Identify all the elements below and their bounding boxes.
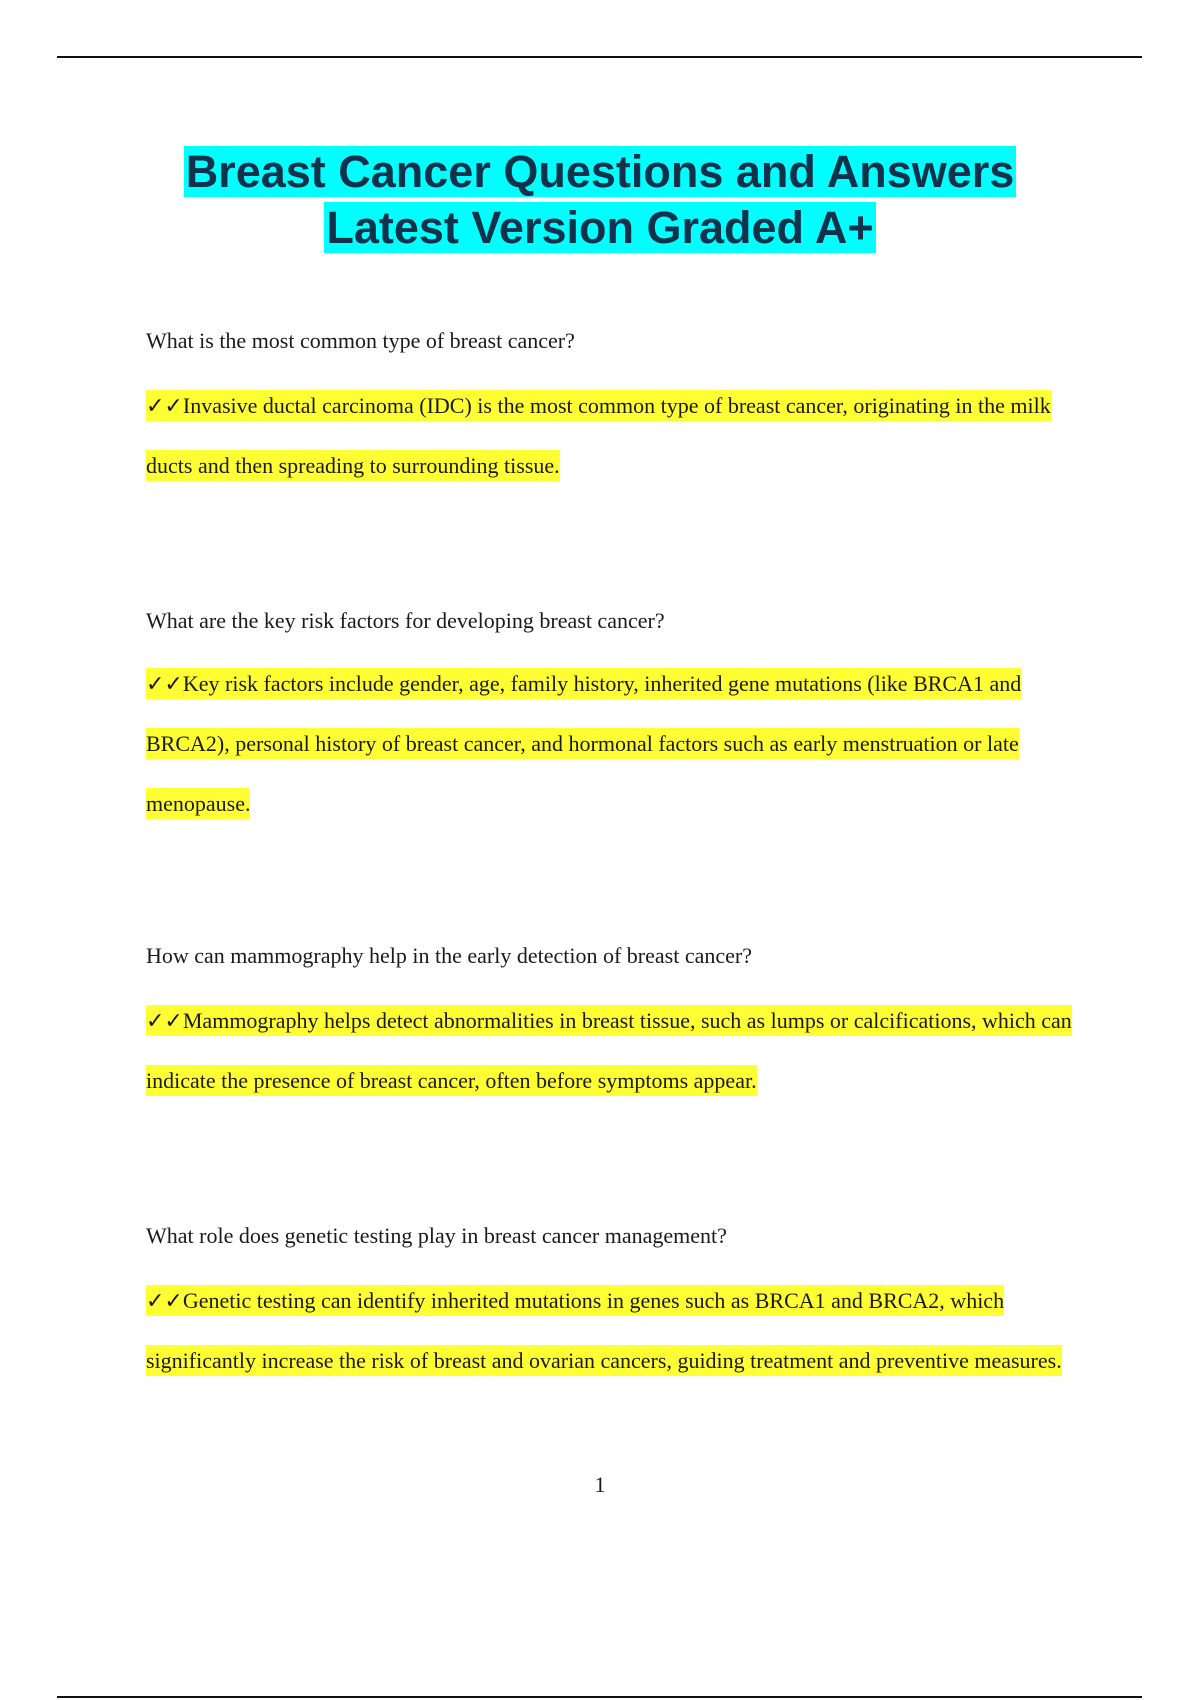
answer-body: Invasive ductal carcinoma (IDC) is the most common type of breast cancer, originating in the milk ducts and then spreading to surrounding tissue. xyxy=(146,393,1051,478)
qa-item-4 xyxy=(146,1223,1096,1391)
bottom-rule xyxy=(57,1696,1142,1698)
question-text: What is the most common type of breast cancer? xyxy=(146,328,575,353)
title-line-1: Breast Cancer Questions and Answers xyxy=(185,146,1015,197)
answer-body: Genetic testing can identify inherited mutations in genes such as BRCA1 and BRCA2, which significantly increase the risk of breast and ovarian cancers, guiding treatment and preventive measures. xyxy=(146,1288,1062,1373)
top-rule xyxy=(57,56,1142,58)
answer-text xyxy=(146,376,1096,496)
answer-text xyxy=(146,654,1096,834)
qa-item-3 xyxy=(146,943,1096,1111)
check-mark-icon: ✓✓ xyxy=(146,1008,183,1033)
page-number: 1 xyxy=(594,1472,606,1497)
question-text: What role does genetic testing play in breast cancer management? xyxy=(146,1223,727,1248)
check-mark-icon: ✓✓ xyxy=(146,671,183,696)
qa-item-1 xyxy=(146,328,1096,496)
page-title xyxy=(0,144,1200,256)
qa-item-2 xyxy=(146,608,1096,834)
title-line-2: Latest Version Graded A+ xyxy=(326,202,874,253)
answer-body: Mammography helps detect abnormalities in breast tissue, such as lumps or calcifications, which can indicate the presence of breast cancer, often before symptoms appear. xyxy=(146,1008,1072,1093)
answer-body: Key risk factors include gender, age, family history, inherited gene mutations (like BRCA1 and BRCA2), personal history of breast cancer, and hormonal factors such as early menstruation or late menopause. xyxy=(146,671,1022,816)
question-text: What are the key risk factors for developing breast cancer? xyxy=(146,608,665,633)
question-text: How can mammography help in the early detection of breast cancer? xyxy=(146,943,752,968)
check-mark-icon: ✓✓ xyxy=(146,393,183,418)
check-mark-icon: ✓✓ xyxy=(146,1288,183,1313)
answer-text xyxy=(146,1271,1096,1391)
answer-text xyxy=(146,991,1096,1111)
